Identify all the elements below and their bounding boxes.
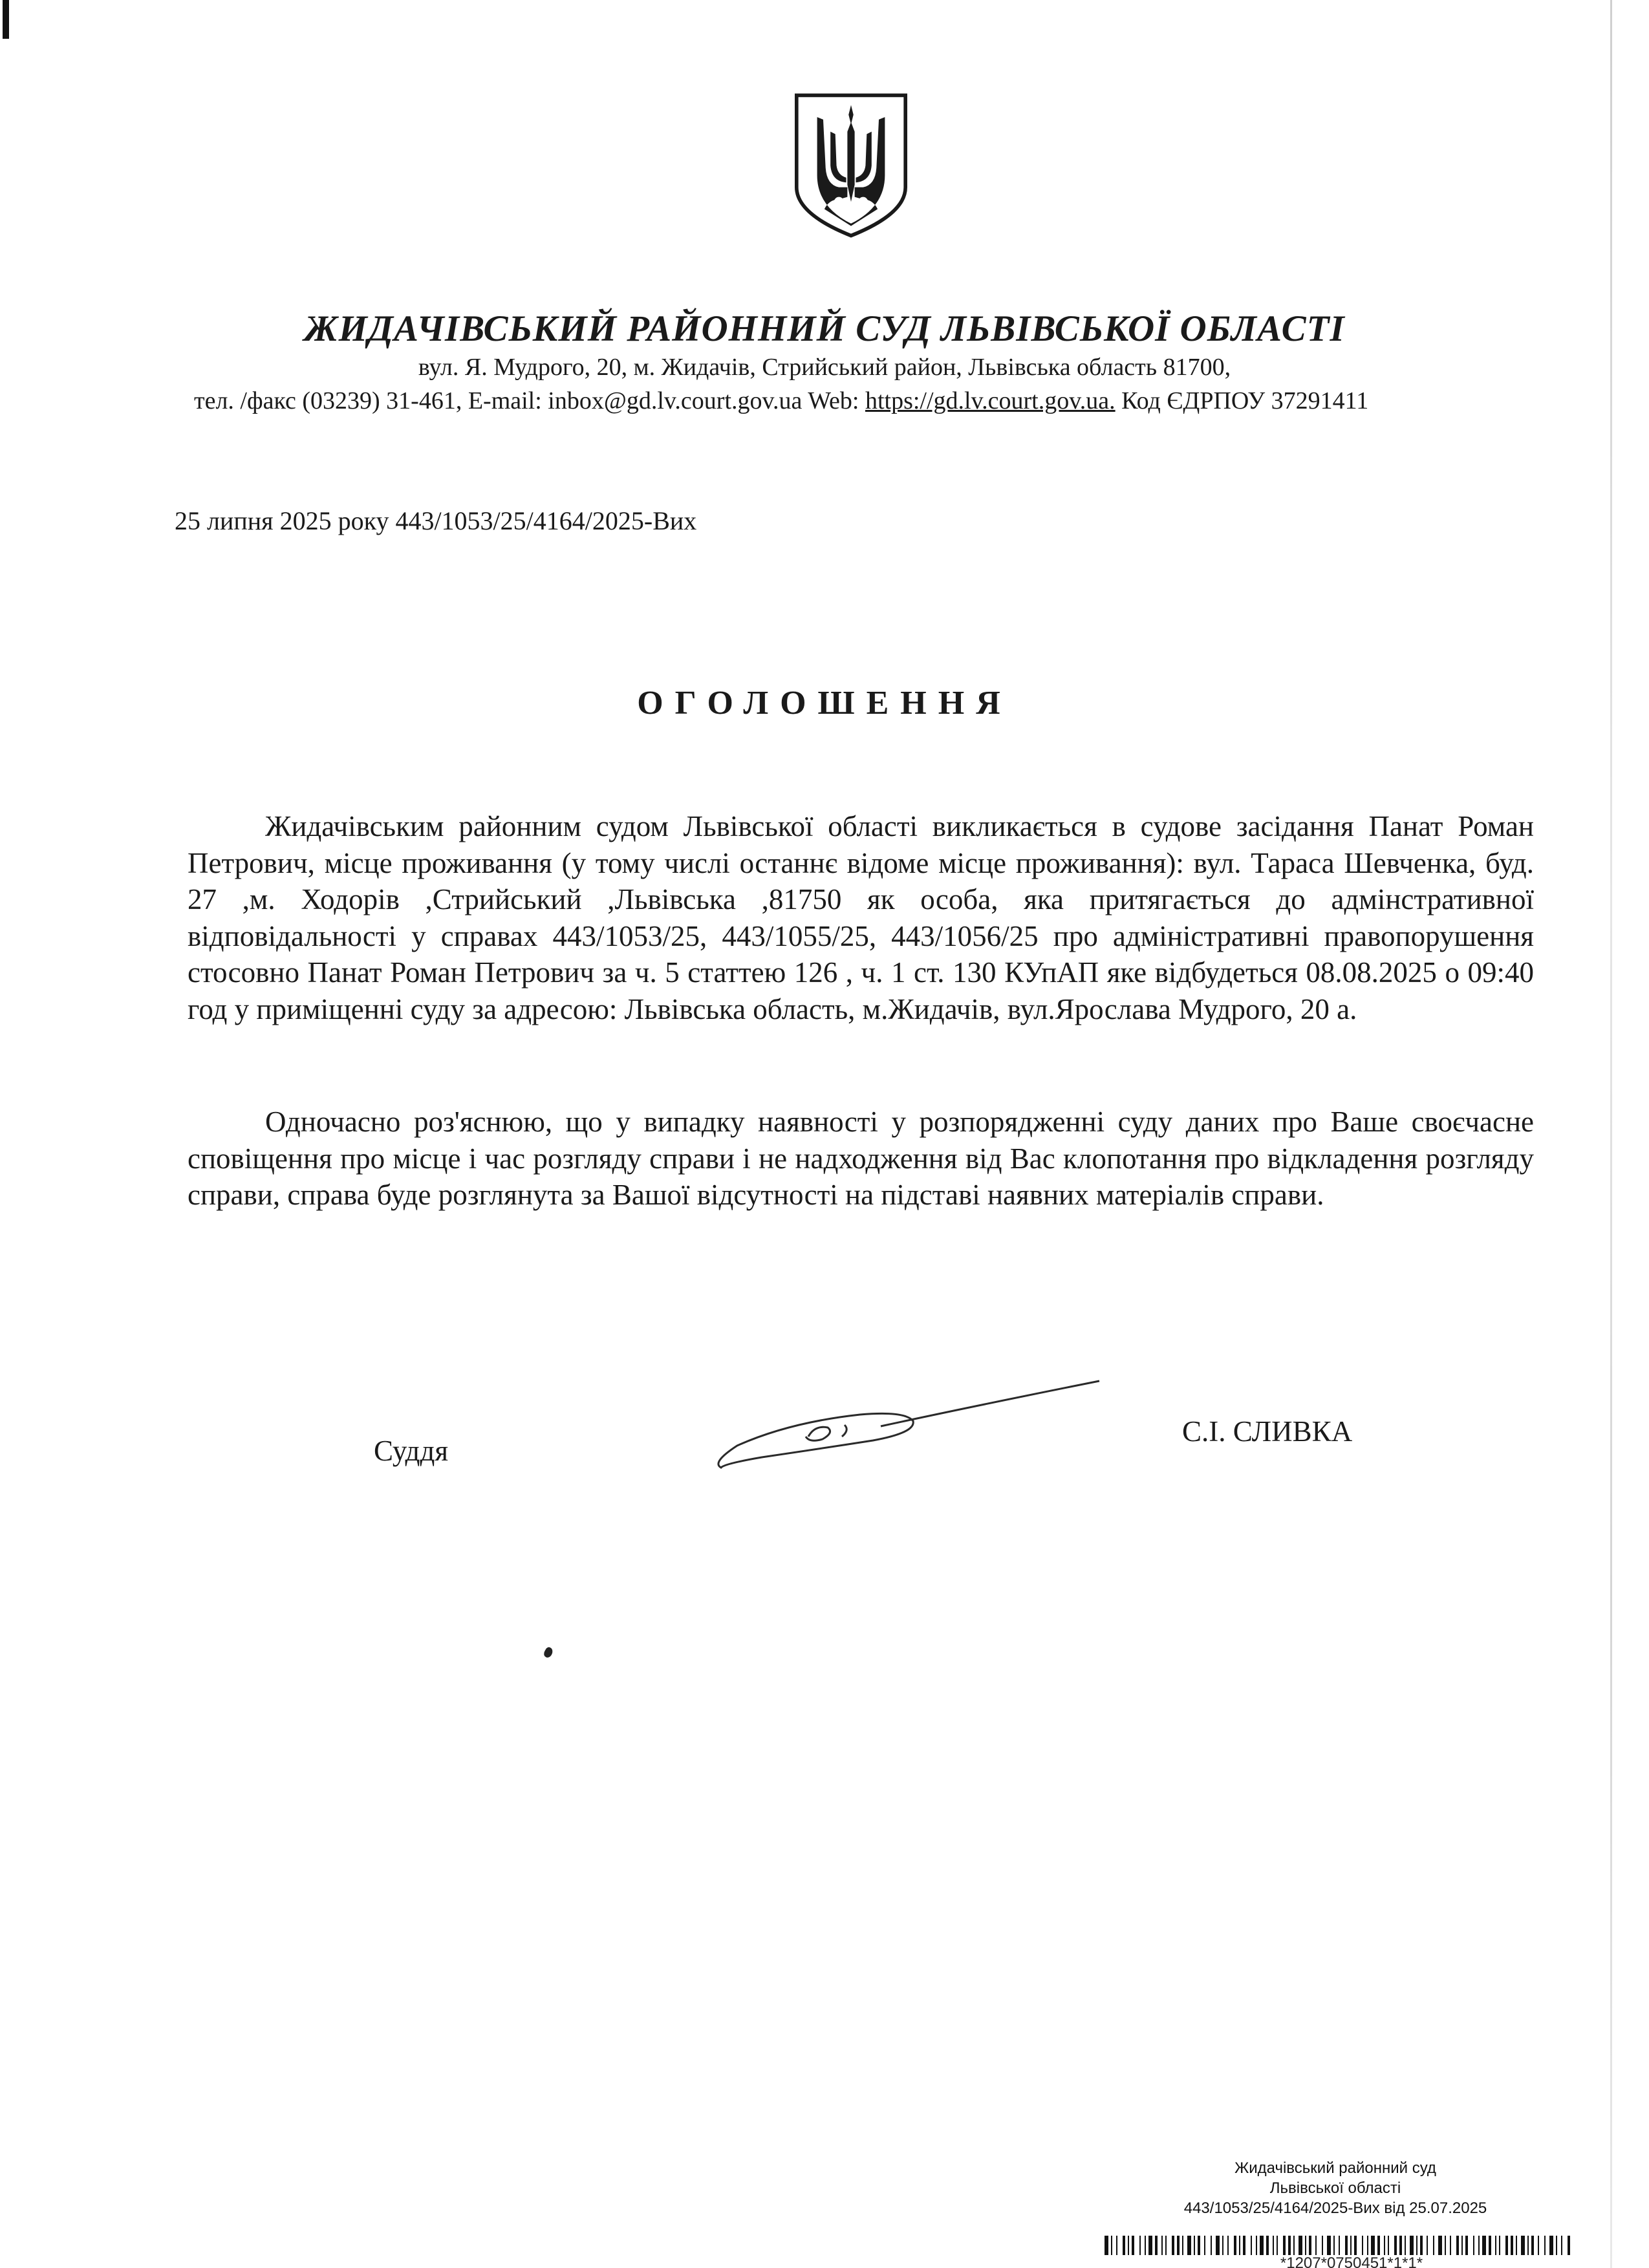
barcode-bar	[1145, 2236, 1146, 2255]
barcode-bar	[1309, 2236, 1311, 2255]
barcode-bar	[1416, 2236, 1417, 2255]
barcode-bar	[1194, 2236, 1195, 2255]
barcode-bar	[1384, 2236, 1385, 2255]
handwritten-signature	[711, 1377, 1112, 1493]
barcode-bar	[1177, 2236, 1180, 2255]
barcode-bar	[1251, 2236, 1252, 2255]
barcode-bar	[1105, 2236, 1108, 2255]
stamp-reg-number: 443/1053/25/4164/2025-Вих від 25.07.2025	[1183, 2199, 1487, 2217]
barcode-bar	[1299, 2236, 1302, 2255]
barcode-bar	[1260, 2236, 1264, 2255]
court-address: вул. Я. Мудрого, 20, м. Жидачів, Стрийський район, Львівська область 81700,	[418, 354, 1231, 381]
barcode-bar	[1405, 2236, 1406, 2255]
barcode-bar	[1204, 2236, 1205, 2255]
barcode-bar	[1394, 2236, 1397, 2255]
barcode-bar	[1266, 2236, 1269, 2255]
barcode-bar	[1489, 2236, 1491, 2255]
barcode-bar	[1561, 2236, 1562, 2255]
barcode-bar	[1450, 2236, 1451, 2255]
barcode-bar	[1527, 2236, 1529, 2255]
barcode-bar	[1216, 2236, 1220, 2255]
coat-of-arms-icon	[790, 91, 912, 241]
barcode-bar	[1438, 2236, 1442, 2255]
barcode-bar	[1516, 2236, 1517, 2255]
barcode-bar	[1445, 2236, 1446, 2255]
barcode-bar	[1293, 2236, 1295, 2255]
edrpou-code: Код ЄДРПОУ 37291411	[1115, 387, 1369, 414]
barcode-bar	[1465, 2236, 1468, 2255]
barcode-bar	[1420, 2236, 1423, 2255]
barcode-bar	[1111, 2236, 1112, 2255]
barcode-bar	[1410, 2236, 1414, 2255]
barcode-bar	[1461, 2236, 1463, 2255]
barcode-bar	[1538, 2236, 1539, 2255]
barcode-bar	[1161, 2236, 1163, 2255]
barcode-bar	[1377, 2236, 1380, 2255]
contacts-prefix: тел. /факс (03239) 31-461, E-mail: inbox@gd.lv.court.gov.ua Web:	[194, 387, 865, 414]
barcode-bar	[1556, 2236, 1557, 2255]
barcode-bar	[1198, 2236, 1200, 2255]
barcode-bar	[1155, 2236, 1158, 2255]
barcode-bar	[1283, 2236, 1286, 2255]
barcode-bar	[1399, 2236, 1402, 2255]
barcode-bar	[1315, 2236, 1317, 2255]
barcode-bar	[1367, 2236, 1368, 2255]
court-contacts	[194, 387, 1520, 415]
scan-edge-mark	[3, 0, 9, 39]
barcode-bar	[1239, 2236, 1240, 2255]
barcode-bar	[1333, 2236, 1335, 2255]
barcode-bar	[1427, 2236, 1428, 2255]
stamp-region: Львівської області	[1269, 2179, 1401, 2197]
barcode-bar	[1132, 2236, 1134, 2255]
barcode-bar	[1350, 2236, 1352, 2255]
barcode-bar	[1139, 2236, 1141, 2255]
barcode-bar	[1288, 2236, 1291, 2255]
barcode-bar	[1531, 2236, 1534, 2255]
judge-name: С.І. СЛИВКА	[1182, 1415, 1353, 1448]
barcode-bar	[1187, 2236, 1191, 2255]
barcode-bar	[1327, 2236, 1331, 2255]
barcode-bar	[1345, 2236, 1348, 2255]
barcode-bar	[1243, 2236, 1245, 2255]
barcode-bar	[1305, 2236, 1306, 2255]
barcode-bar	[1172, 2236, 1174, 2255]
barcode-bar	[1544, 2236, 1546, 2255]
barcode-bar	[1478, 2236, 1480, 2255]
barcode-bar	[1277, 2236, 1278, 2255]
barcode-bar	[1568, 2236, 1570, 2255]
barcode-bar	[1433, 2236, 1434, 2255]
barcode-number: *1207*0750451*1*1*	[1280, 2254, 1423, 2268]
barcode-bar	[1322, 2236, 1323, 2255]
barcode-bar	[1123, 2236, 1125, 2255]
barcode-bar	[1116, 2236, 1117, 2255]
barcode-bar	[1362, 2236, 1363, 2255]
barcode-bar	[1165, 2236, 1167, 2255]
barcode-bar	[1273, 2236, 1274, 2255]
barcode-bar	[1549, 2236, 1553, 2255]
stamp-court-name: Жидачівський районний суд	[1234, 2159, 1436, 2177]
clarification-paragraph: Одночасно роз'яснюю, що у випадку наявності у розпорядженні суду даних про Ваше своєчасне сповіщення про місце і час розгляду справи і не надходження від Вас клопотання про відкладення розгляду справи, справа буде розглянута за Вашої відсутності на підставі наявних матеріалів справи.	[188, 1106, 1534, 1211]
barcode-bar	[1256, 2236, 1257, 2255]
barcode-bar	[1473, 2236, 1474, 2255]
outgoing-date-number: 25 липня 2025 року 443/1053/25/4164/2025-Вих	[175, 506, 697, 535]
barcode-bar	[1128, 2236, 1129, 2255]
barcode-bar	[1371, 2236, 1375, 2255]
barcode-bar	[1354, 2236, 1357, 2255]
barcode-bar	[1148, 2236, 1152, 2255]
announcement-paragraph: Жидачівським районним судом Львівської області викликається в судове засідання Панат Роман Петрович, місце проживання (у тому числі останнє відоме місце проживання): вул. Тараса Шевченка, буд. 27 ,м. Ходорів ,Стрийський ,Львівська ,81750 як особа, яка притягається до адмінстративної відповідальності у справах 443/1053/25, 443/1055/25, 443/1056/25 про адміністративні правопорушення стосовно Панат Роман Петрович за ч. 5 статтею 126 , ч. 1 ст. 130 КУпАП яке відбудеться 08.08.2025 о 09:40 год у приміщенні суду за адресою: Львівська область, м.Жидачів, вул.Ярослава Мудрого, 20 а.	[188, 810, 1534, 1025]
barcode-bar	[1456, 2236, 1459, 2255]
barcode-bar	[1495, 2236, 1496, 2255]
barcode-bar	[1388, 2236, 1389, 2255]
court-name-title: ЖИДАЧІВСЬКИЙ РАЙОННИЙ СУД ЛЬВІВСЬКОЇ ОБЛАСТІ	[304, 308, 1345, 349]
document-title: ОГОЛОШЕННЯ	[637, 685, 1012, 722]
barcode-bar	[1505, 2236, 1508, 2255]
barcode-bar	[1222, 2236, 1223, 2255]
barcode-bar	[1227, 2236, 1229, 2255]
barcode-bar	[1482, 2236, 1486, 2255]
barcode-bar	[1211, 2236, 1212, 2255]
barcode	[1105, 2236, 1570, 2255]
barcode-bar	[1511, 2236, 1513, 2255]
registration-stamp	[1099, 2158, 1571, 2218]
barcode-bar	[1499, 2236, 1500, 2255]
barcode-bar	[1182, 2236, 1183, 2255]
court-website-link[interactable]: https://gd.lv.court.gov.ua.	[865, 387, 1116, 414]
scan-speck	[543, 1646, 554, 1659]
barcode-bar	[1521, 2236, 1525, 2255]
barcode-bar	[1234, 2236, 1236, 2255]
barcode-bar	[1339, 2236, 1340, 2255]
judge-label: Суддя	[374, 1435, 449, 1467]
